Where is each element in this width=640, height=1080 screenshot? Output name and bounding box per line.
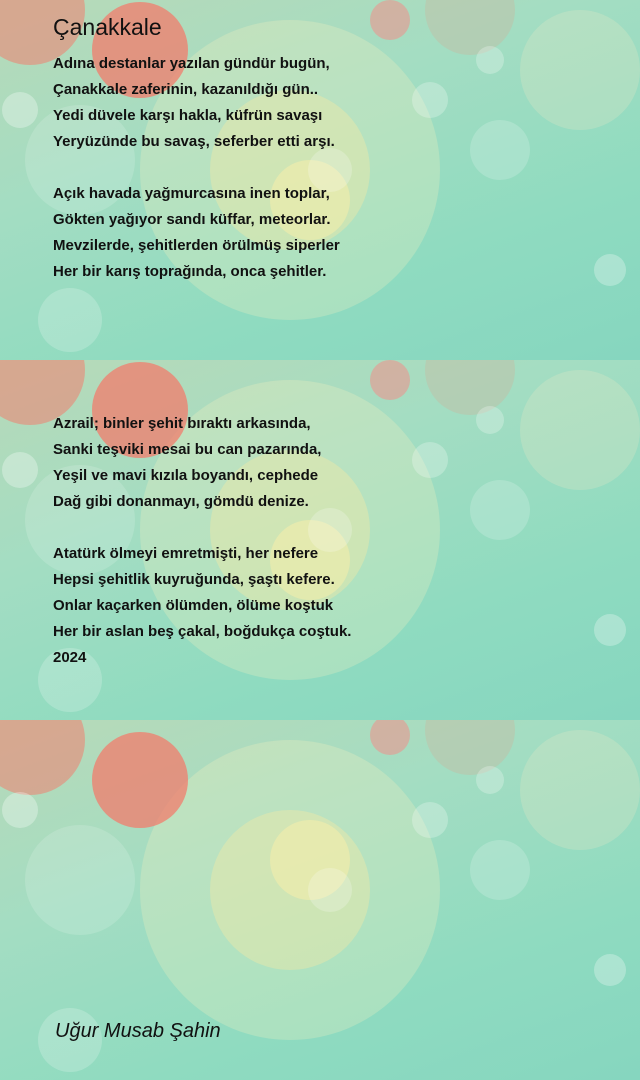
stanza-1 <box>53 51 335 155</box>
poem-line: Her bir aslan beş çakal, boğdukça coştuk. <box>53 623 352 640</box>
poem-line: Dağ gibi donanmayı, gömdü denize. <box>53 493 309 510</box>
poem-line: Hepsi şehitlik kuyruğunda, şaştı kefere. <box>53 571 335 588</box>
poem-line: Sanki teşviki mesai bu can pazarında, <box>53 441 322 458</box>
poem-line: Onlar kaçarken ölümden, ölüme koştuk <box>53 597 334 614</box>
stanza-3 <box>53 411 321 515</box>
poem-line: Atatürk ölmeyi emretmişti, her nefere <box>53 545 319 562</box>
poem-line: Gökten yağıyor sandı küffar, meteorlar. <box>53 211 331 228</box>
background-panel-2 <box>0 360 640 720</box>
poem-line: Adına destanlar yazılan gündür bugün, <box>53 55 330 72</box>
author-signature: Uğur Musab Şahin <box>55 1020 221 1042</box>
stanza-2 <box>53 181 340 285</box>
poem-line: Yeryüzünde bu savaş, seferber etti arşı. <box>53 133 335 150</box>
poem-line: Açık havada yağmurcasına inen toplar, <box>53 185 330 202</box>
poem-line: Yedi düvele karşı hakla, küfrün savaşı <box>53 107 323 124</box>
poem-line: Çanakkale zaferinin, kazanıldığı gün.. <box>53 81 319 98</box>
poem-line: Her bir karış toprağında, onca şehitler. <box>53 263 327 280</box>
poem-title: Çanakkale <box>53 14 162 40</box>
poem-year: 2024 <box>53 649 87 666</box>
stanza-4 <box>53 541 351 671</box>
background-panel-1 <box>0 0 640 360</box>
poem-line: Mevzilerde, şehitlerden örülmüş siperler <box>53 237 340 254</box>
poem-line: Yeşil ve mavi kızıla boyandı, cephede <box>53 467 319 484</box>
poem-line: Azrail; binler şehit bıraktı arkasında, <box>53 415 311 432</box>
